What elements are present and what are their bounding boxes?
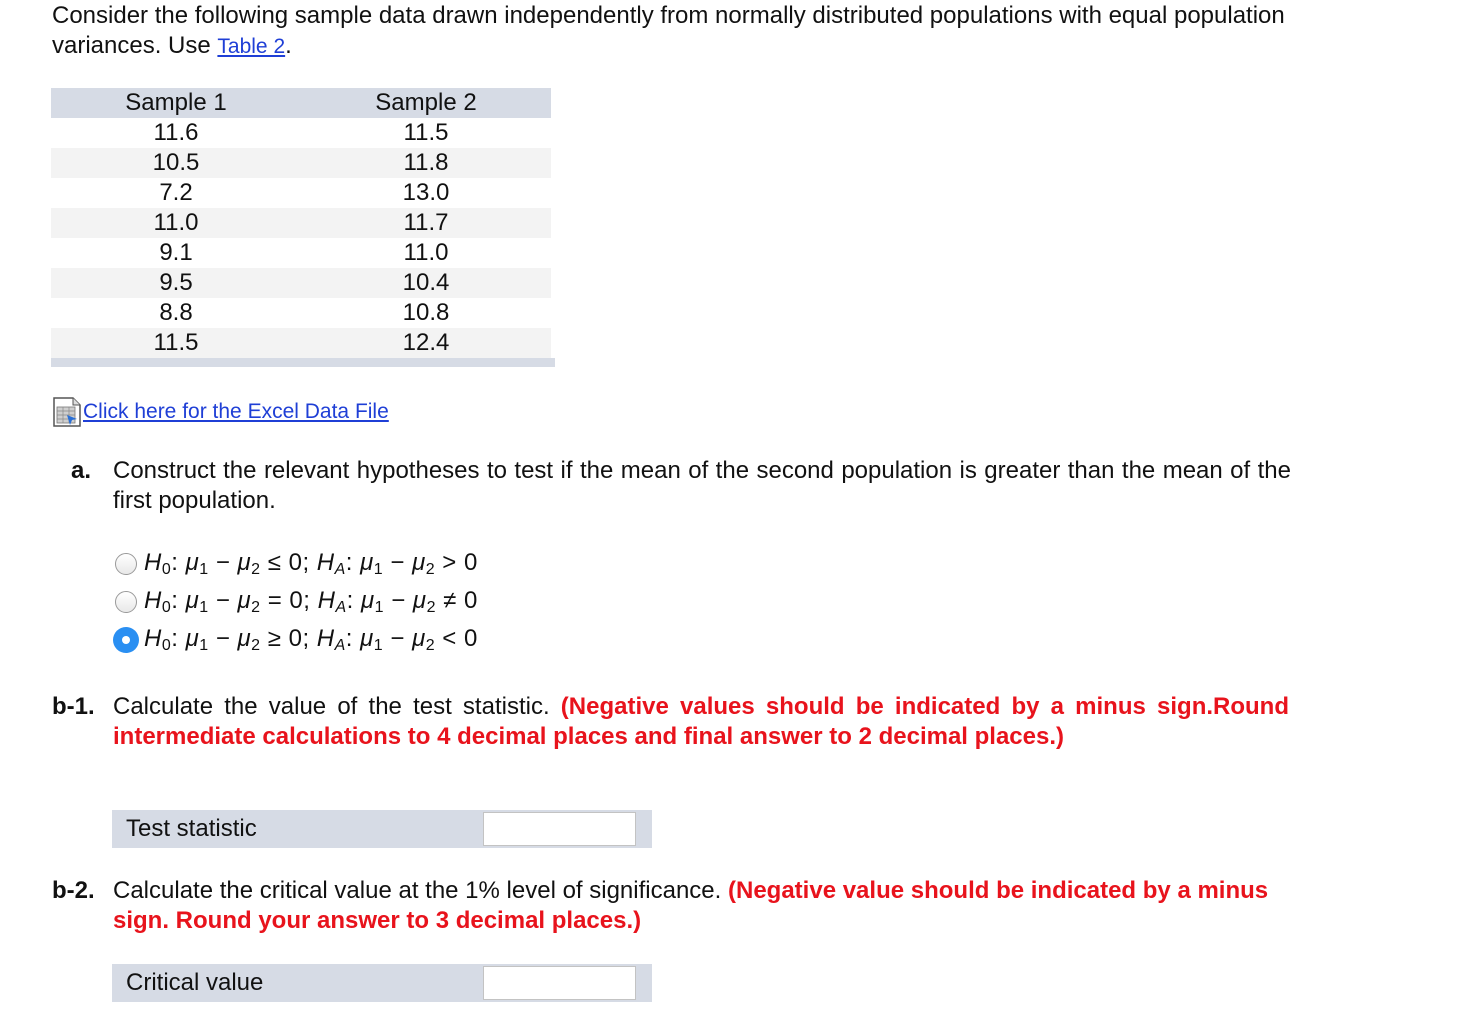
- h0-operator: ≤: [267, 549, 282, 576]
- column-header-sample-2: Sample 2: [301, 88, 551, 118]
- excel-data-link[interactable]: Click here for the Excel Data File: [83, 400, 389, 423]
- part-b1-text: Calculate the value of the test statistic.: [113, 693, 550, 720]
- table-row: [51, 178, 551, 208]
- part-a-question: Construct the relevant hypotheses to test if the mean of the second population is greater than the mean of the first population.: [113, 457, 1291, 514]
- table-row: [51, 118, 551, 148]
- test-statistic-row: [112, 810, 652, 848]
- table-row: [51, 238, 551, 268]
- radio-button-selected[interactable]: [113, 627, 139, 653]
- table-cell: 8.8: [159, 299, 193, 326]
- table-row: [51, 298, 551, 328]
- table-row: [51, 208, 551, 238]
- table-cell: 10.8: [402, 299, 450, 326]
- part-b2-instruction: (Negative value should be indicated by a minus sign. Round your answer to 3 decimal places.): [113, 877, 1269, 934]
- part-b1-question: [113, 692, 1289, 752]
- table-row: [51, 328, 551, 358]
- table-cell: 11.6: [153, 119, 199, 146]
- test-statistic-input[interactable]: [483, 812, 636, 846]
- ha-operator: <: [442, 625, 457, 652]
- part-b1-label: b-1.: [52, 693, 95, 720]
- radio-button[interactable]: [115, 591, 137, 613]
- table-footer-bar: [51, 358, 555, 367]
- table-cell: 11.8: [301, 148, 551, 178]
- hypothesis-option-1[interactable]: [115, 547, 478, 581]
- hypothesis-option-2[interactable]: [115, 585, 478, 619]
- intro-paragraph: [52, 1, 1292, 62]
- table-cell: 7.2: [159, 179, 193, 206]
- critical-value-row: [112, 964, 652, 1002]
- table-cell: 11.5: [51, 328, 301, 358]
- excel-data-link-row[interactable]: [53, 397, 389, 427]
- excel-file-icon[interactable]: [53, 397, 81, 427]
- column-header-sample-1: Sample 1: [51, 88, 301, 118]
- part-b2-question: [113, 876, 1303, 936]
- table-cell: 13.0: [402, 179, 450, 206]
- part-a-label: a.: [71, 457, 92, 484]
- ha-operator: >: [442, 549, 457, 576]
- h0-operator: ≥: [267, 625, 282, 652]
- critical-value-label: Critical value: [126, 969, 264, 996]
- table-cell: 9.5: [51, 268, 301, 298]
- radio-button[interactable]: [115, 553, 137, 575]
- ha-operator: ≠: [443, 587, 457, 614]
- table-row: [51, 268, 551, 298]
- sample-data-table: [51, 88, 551, 358]
- table-cell: 11.0: [403, 239, 449, 266]
- table-cell: 11.7: [301, 208, 551, 238]
- table-row: [51, 148, 551, 178]
- test-statistic-label: Test statistic: [126, 815, 257, 842]
- table-header-row: [51, 88, 551, 118]
- table-2-link[interactable]: Table 2: [217, 35, 286, 58]
- hypothesis-option-3[interactable]: [115, 623, 478, 657]
- part-b2-label: b-2.: [52, 877, 95, 904]
- hypothesis-formula: $H_0$: $\mu_1 - \mu_2 = 0$; $H_A$: $\mu_1 - \mu_2 \ne 0$: [144, 587, 478, 616]
- table-cell: 11.0: [51, 208, 301, 238]
- hypothesis-formula: $H_0$: $\mu_1 - \mu_2 \le 0$; $H_A$: $\mu_1 - \mu_2 > 0$: [144, 549, 478, 578]
- critical-value-input[interactable]: [483, 966, 636, 1000]
- intro-text: Consider the following sample data drawn independently from normally distributed populations with equal population variances. Use: [52, 2, 1285, 59]
- table-cell: 10.5: [51, 148, 301, 178]
- intro-tail: .: [285, 32, 292, 59]
- table-cell: 11.5: [403, 119, 449, 146]
- part-b1-instruction: (Negative values should be indicated by a minus sign.Round intermediate calculations to 4 decimal places and final answer to 2 decimal places.): [113, 693, 1290, 750]
- hypothesis-formula: $H_0$: $\mu_1 - \mu_2 \ge 0$; $H_A$: $\mu_1 - \mu_2 < 0$: [144, 625, 478, 654]
- table-cell: 9.1: [159, 239, 193, 266]
- table-cell: 10.4: [301, 268, 551, 298]
- table-cell: 12.4: [301, 328, 551, 358]
- part-b2-text: Calculate the critical value at the 1% level of significance.: [113, 877, 722, 904]
- h0-operator: =: [267, 587, 283, 614]
